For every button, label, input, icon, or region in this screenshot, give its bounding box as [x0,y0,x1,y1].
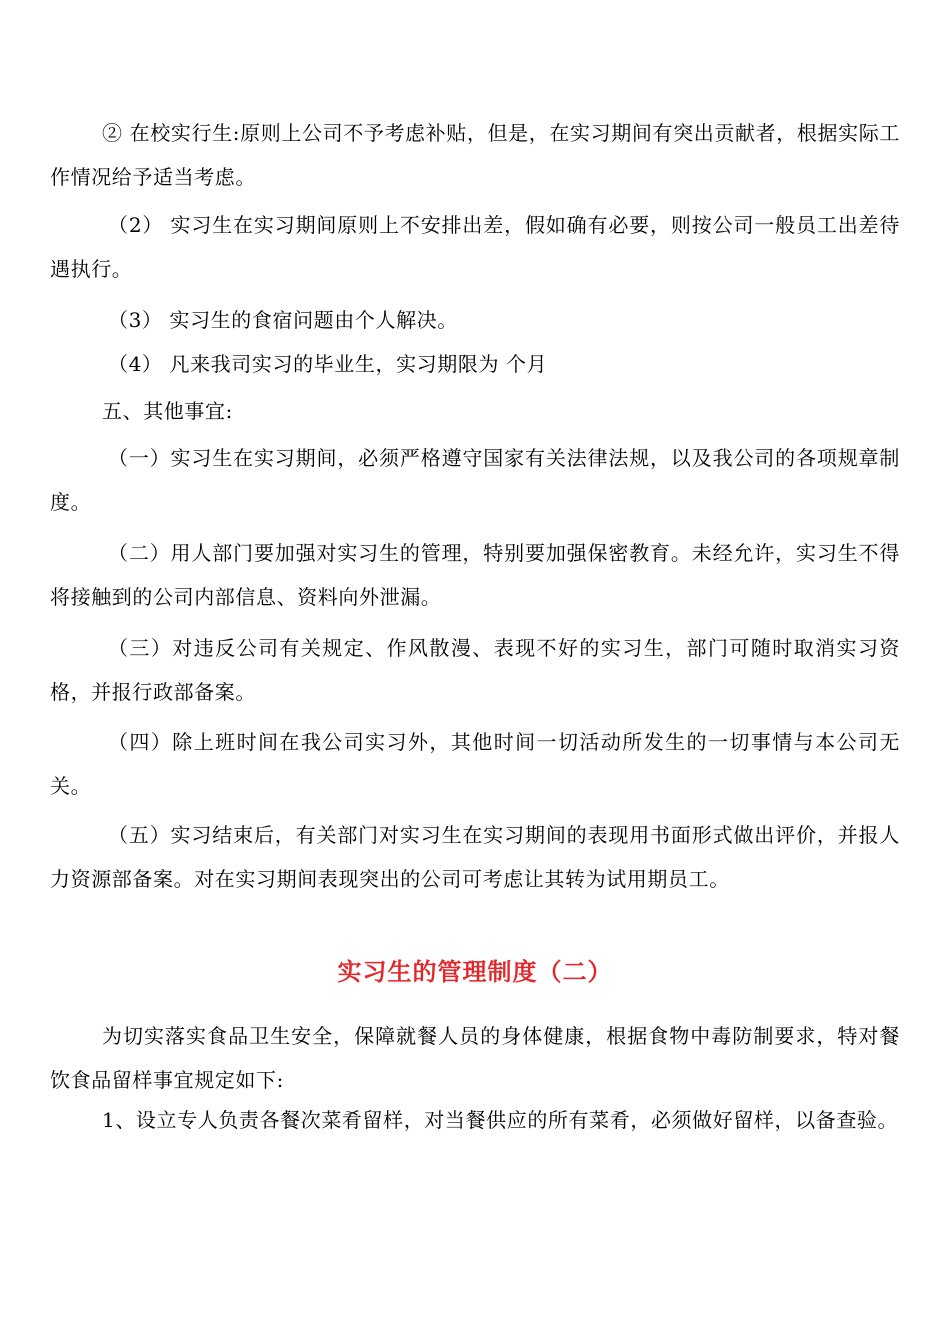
paragraph-other-matters-heading: 五、其他事宜: [102,399,233,423]
paragraph-item-one: （一）实习生在实习期间，必须严格遵守国家有关法律法规，以及我公司的各项规章制度。 [50,446,900,514]
paragraph-item-three: （三）对违反公司有关规定、作风散漫、表现不好的实习生，部门可随时取消实习资格，并报行政部备案。 [50,636,900,704]
paragraph-accommodation: （3） 实习生的食宿问题由个人解决。 [108,308,458,332]
paragraph-item-two: （二）用人部门要加强对实习生的管理，特别要加强保密教育。未经允许，实习生不得将接触到的公司内部信息、资料向外泄漏。 [50,541,900,609]
paragraph-item-five: （五）实习结束后，有关部门对实习生在实习期间的表现用书面形式做出评价，并报人力资源部备案。对在实习期间表现突出的公司可考虑让其转为试用期员工。 [50,823,900,891]
paragraph-food-sample-rule: 1、设立专人负责各餐次菜肴留样，对当餐供应的所有菜肴，必须做好留样，以备查验。 [102,1108,899,1132]
paragraph-business-trip: （2） 实习生在实习期间原则上不安排出差，假如确有必要，则按公司一般员工出差待遇执行。 [50,213,900,281]
paragraph-food-safety-intro: 为切实落实食品卫生安全，保障就餐人员的身体健康，根据食物中毒防制要求，特对餐饮食品留样事宜规定如下: [50,1024,900,1092]
paragraph-item-four: （四）除上班时间在我公司实习外，其他时间一切活动所发生的一切事情与本公司无关。 [50,730,900,798]
section-title: 实习生的管理制度（二） [337,957,613,986]
paragraph-internship-period: （4） 凡来我司实习的毕业生，实习期限为 个月 [108,352,548,376]
paragraph-intern-subsidy: ② 在校实行生:原则上公司不予考虑补贴，但是，在实习期间有突出贡献者，根据实际工作情况给予适当考虑。 [50,121,900,189]
